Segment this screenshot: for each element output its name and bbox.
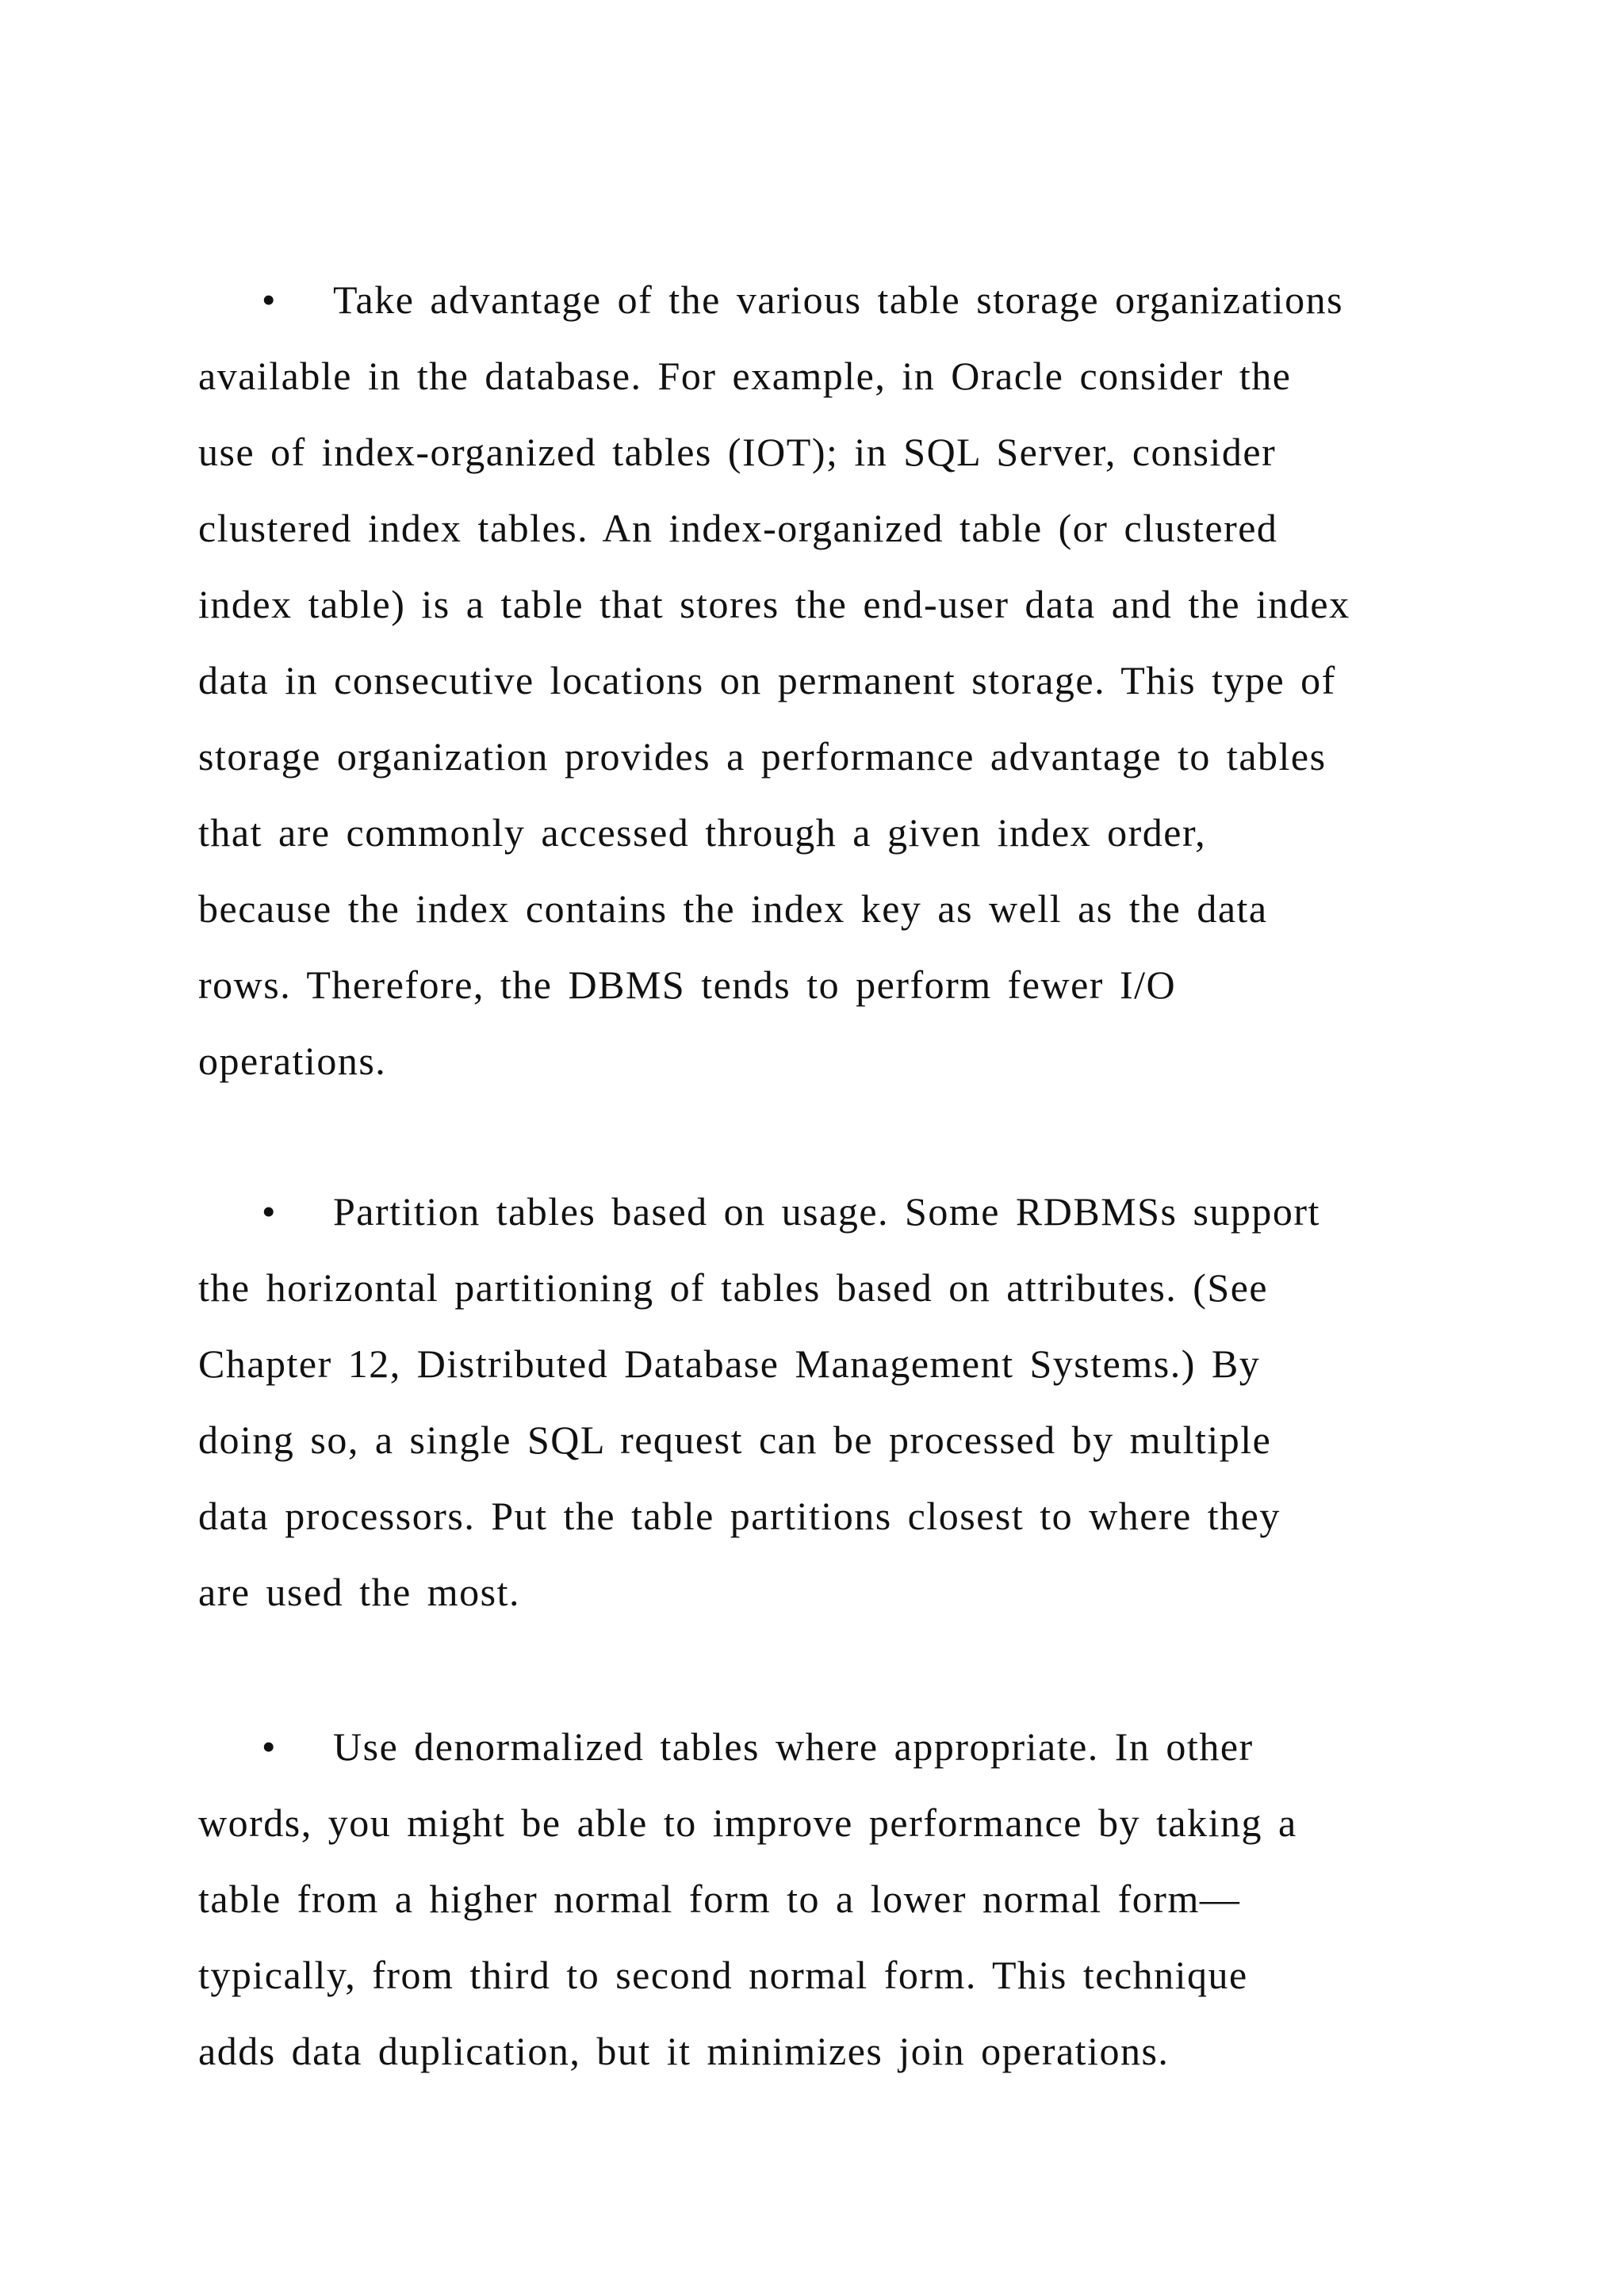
text-line: words, you might be able to improve performance by taking a	[198, 1800, 1297, 1845]
text-line: that are commonly accessed through a given index order,	[198, 810, 1207, 855]
text-line: doing so, a single SQL request can be processed by multiple	[198, 1418, 1272, 1462]
bullet-item-denormalized-tables	[198, 1709, 1435, 2089]
text-line: index table) is a table that stores the end-user data and the index	[198, 582, 1350, 626]
text-line: use of index-organized tables (IOT); in SQL Server, consider	[198, 430, 1277, 474]
bullet-icon: •	[262, 277, 278, 322]
text-line: data in consecutive locations on permanent storage. This type of	[198, 658, 1336, 702]
bullet-icon: •	[262, 1724, 278, 1769]
text-line: typically, from third to second normal form. This technique	[198, 1953, 1248, 1997]
bullet-icon: •	[262, 1189, 278, 1234]
bullet-first-line	[198, 1173, 1435, 1249]
text-line: operations.	[198, 1039, 387, 1083]
text-line: Partition tables based on usage. Some RDBMSs support	[333, 1189, 1320, 1234]
text-line: rows. Therefore, the DBMS tends to perform fewer I/O	[198, 962, 1177, 1007]
text-line: because the index contains the index key as well as the data	[198, 886, 1268, 931]
bullet-first-line	[198, 1709, 1435, 1785]
bullet-item-partition-tables	[198, 1173, 1435, 1630]
text-line: Use denormalized tables where appropriate. In other	[333, 1724, 1254, 1769]
text-line: Take advantage of the various table storage organizations	[333, 277, 1344, 322]
text-line: adds data duplication, but it minimizes join operations.	[198, 2029, 1170, 2073]
text-line: are used the most.	[198, 1570, 521, 1614]
text-line: data processors. Put the table partitions closest to where they	[198, 1494, 1281, 1538]
text-line: available in the database. For example, in Oracle consider the	[198, 354, 1292, 398]
text-line: Chapter 12, Distributed Database Management Systems.) By	[198, 1341, 1261, 1386]
text-line: table from a higher normal form to a lower normal form—	[198, 1877, 1241, 1921]
text-line: the horizontal partitioning of tables based on attributes. (See	[198, 1265, 1269, 1310]
text-line: clustered index tables. An index-organized table (or clustered	[198, 506, 1278, 550]
bullet-first-line	[198, 262, 1435, 338]
text-line: storage organization provides a performance advantage to tables	[198, 734, 1327, 779]
bullet-item-table-storage	[198, 262, 1435, 1099]
